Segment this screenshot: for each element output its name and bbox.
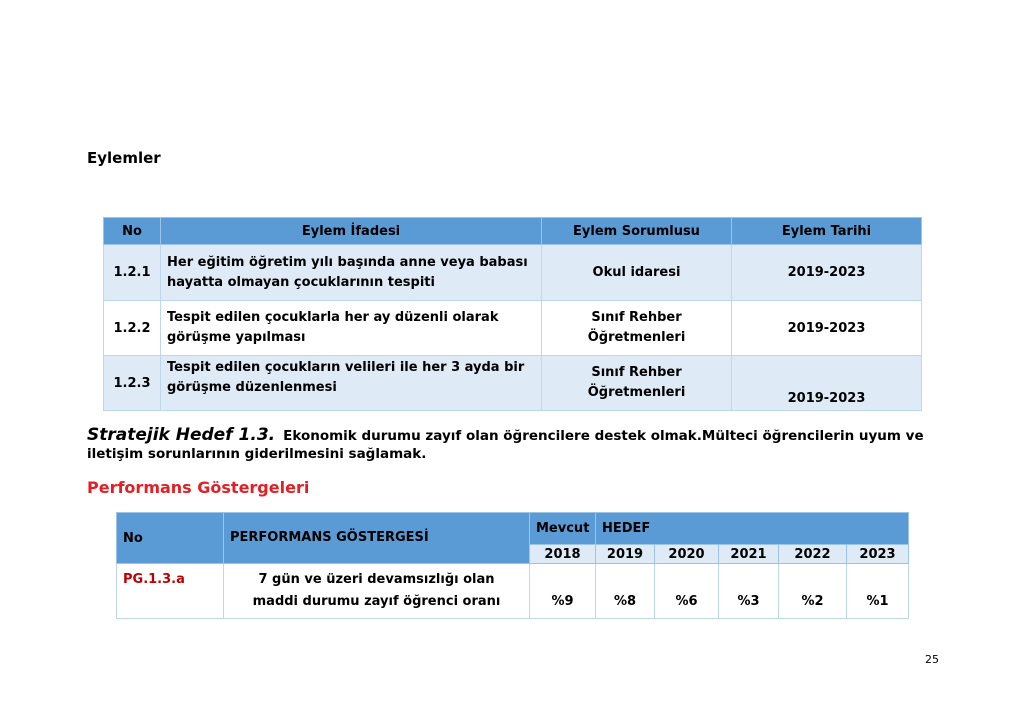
row-responsible: Sınıf Rehber Öğretmenleri [542, 301, 732, 356]
year-label: 2019 [596, 545, 655, 564]
indicator-value: %6 [655, 564, 719, 619]
section-heading: Eylemler [87, 149, 161, 167]
year-label: 2021 [719, 545, 779, 564]
indicator-value: %1 [847, 564, 909, 619]
indicator-value: %2 [779, 564, 847, 619]
year-label: 2022 [779, 545, 847, 564]
performance-heading: Performans Göstergeleri [87, 478, 310, 497]
row-statement: Tespit edilen çocukların velileri ile her 3 ayda bir görüşme düzenlenmesi [161, 356, 542, 411]
table-header-row [117, 513, 909, 545]
table-row [117, 564, 909, 619]
row-responsible: Okul idaresi [542, 245, 732, 301]
row-date: 2019-2023 [732, 301, 922, 356]
column-header-responsible: Eylem Sorumlusu [542, 218, 732, 245]
column-header-current: Mevcut [530, 513, 596, 545]
strategic-goal [87, 426, 927, 463]
year-label: 2023 [847, 545, 909, 564]
table-row [104, 356, 922, 411]
actions-table [103, 217, 922, 411]
table-header-row [104, 218, 922, 245]
table-row [104, 245, 922, 301]
row-date: 2019-2023 [732, 245, 922, 301]
column-header-date: Eylem Tarihi [732, 218, 922, 245]
strategic-goal-text: Ekonomik durumu zayıf olan öğrencilere destek olmak.Mülteci öğrencilerin uyum ve iletişim sorunlarının giderilmesini sağlamak. [87, 428, 924, 462]
row-no: 1.2.2 [104, 301, 161, 356]
performance-table [116, 512, 909, 619]
column-header-no: No [117, 513, 224, 564]
row-no: 1.2.3 [104, 356, 161, 411]
row-statement: Her eğitim öğretim yılı başında anne veya babası hayatta olmayan çocuklarının tespiti [161, 245, 542, 301]
column-header-target: HEDEF [596, 513, 909, 545]
row-no: 1.2.1 [104, 245, 161, 301]
indicator-code: PG.1.3.a [117, 564, 224, 619]
indicator-value: %9 [530, 564, 596, 619]
column-header-indicator: PERFORMANS GÖSTERGESİ [224, 513, 530, 564]
page-number: 25 [925, 653, 939, 666]
row-responsible: Sınıf Rehber Öğretmenleri [542, 356, 732, 411]
column-header-statement: Eylem İfadesi [161, 218, 542, 245]
row-date: 2019-2023 [732, 356, 922, 411]
row-statement: Tespit edilen çocuklarla her ay düzenli olarak görüşme yapılması [161, 301, 542, 356]
year-label: 2020 [655, 545, 719, 564]
column-header-no: No [104, 218, 161, 245]
indicator-value: %8 [596, 564, 655, 619]
strategic-goal-title: Stratejik Hedef 1.3. [87, 425, 276, 445]
indicator-value: %3 [719, 564, 779, 619]
indicator-name: 7 gün ve üzeri devamsızlığı olan maddi durumu zayıf öğrenci oranı [224, 564, 530, 619]
year-label: 2018 [530, 545, 596, 564]
table-row [104, 301, 922, 356]
